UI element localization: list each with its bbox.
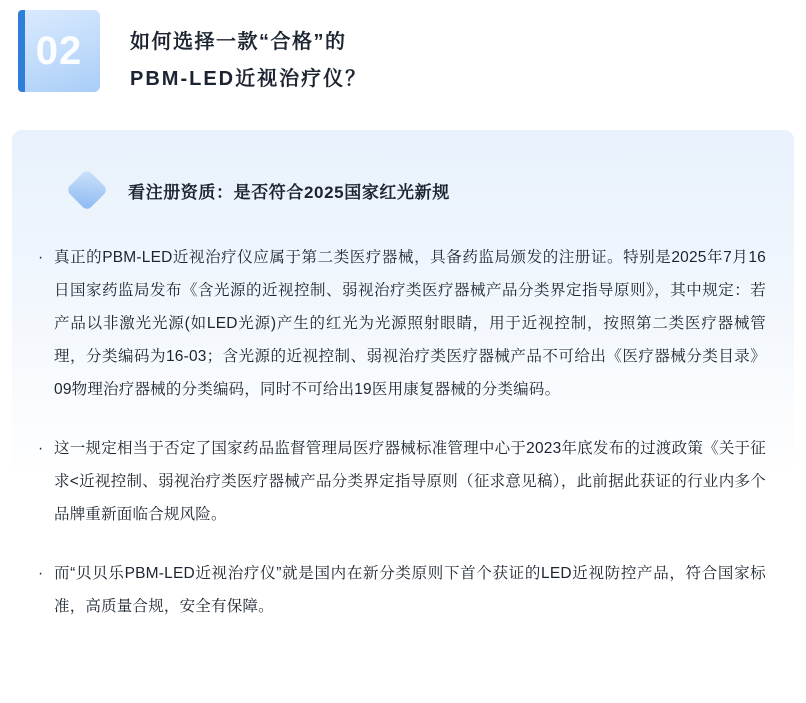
card-heading-text: 看注册资质：是否符合2025国家红光新规	[128, 182, 450, 202]
card-heading	[12, 130, 794, 205]
paragraph-text: 这一规定相当于否定了国家药品监督管理局医疗器械标准管理中心于2023年底发布的过渡政策《关于征求<近视控制、弱视治疗类医疗器械产品分类界定指导原则（征求意见稿），此前据此获证的行业内多个品牌重新面临合规风险。	[54, 440, 766, 523]
bullet-icon: ·	[38, 440, 44, 457]
section-number-badge	[18, 10, 100, 92]
page-title-line-1: 如何选择一款“合格”的	[130, 31, 347, 53]
paragraph	[38, 557, 766, 623]
paragraph	[38, 432, 766, 531]
bullet-icon: ·	[38, 565, 44, 582]
section-header	[0, 0, 806, 110]
paragraph-text: 真正的PBM-LED近视治疗仪应属于第二类医疗器械，具备药监局颁发的注册证。特别是2025年7月16日国家药监局发布《含光源的近视控制、弱视治疗类医疗器械产品分类界定指导原则》，其中规定：若产品以非激光光源(如LED光源)产生的红光为光源照射眼睛，用于近视控制，按照第二类医疗器械管理，分类编码为16-03；含光源的近视控制、弱视治疗类医疗器械产品不可给出《医疗器械分类目录》09物理治疗器械的分类编码，同时不可给出19医用康复器械的分类编码。	[54, 249, 766, 398]
paragraph-text: 而“贝贝乐PBM-LED近视治疗仪”就是国内在新分类原则下首个获证的LED近视防控产品，符合国家标准，高质量合规，安全有保障。	[54, 565, 766, 615]
paragraph	[38, 241, 766, 406]
page-title-line-2: PBM-LED近视治疗仪？	[130, 68, 368, 90]
page-title	[130, 24, 367, 98]
content-card	[12, 130, 794, 696]
section-number: 02	[35, 28, 83, 73]
card-body	[12, 205, 794, 623]
bullet-icon: ·	[38, 249, 44, 266]
